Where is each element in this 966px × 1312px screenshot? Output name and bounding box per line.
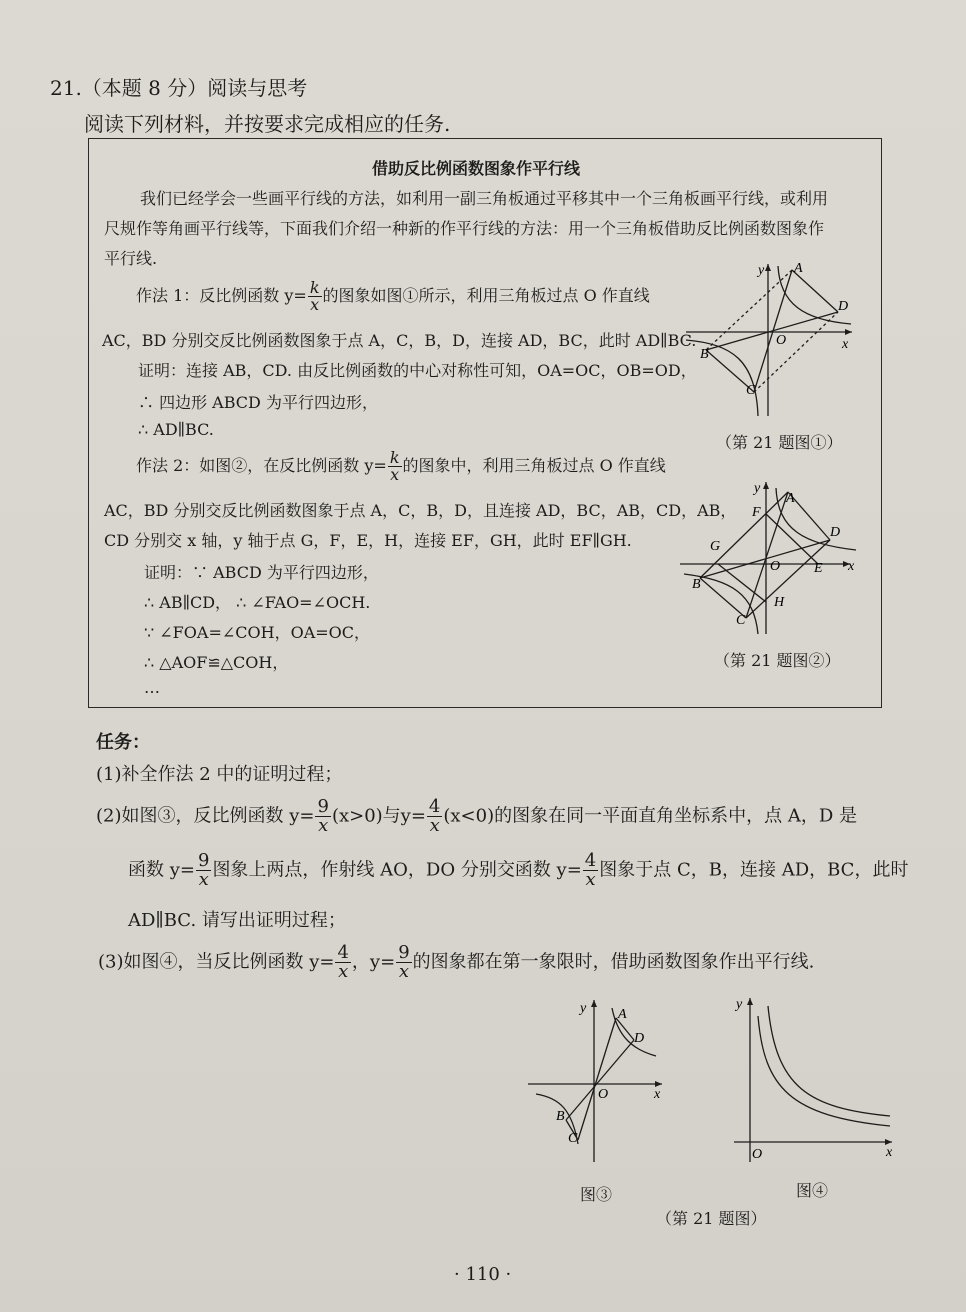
t2-text-f: 图象于点 C，B，连接 AD，BC，此时 — [599, 859, 909, 881]
fig2-caption: （第 21 题图②） — [714, 651, 841, 670]
fig2-label-B: B — [692, 577, 701, 592]
method2-line1 — [136, 450, 666, 483]
fig4-label-O: O — [752, 1147, 763, 1162]
frac-den: x — [390, 465, 400, 484]
t2-text-e: 图象上两点，作射线 AO，DO 分别交函数 y= — [212, 859, 582, 881]
tasks-heading: 任务： — [96, 732, 150, 753]
fig2-label-H: H — [774, 595, 785, 610]
fig3-label-A: A — [618, 1007, 627, 1022]
fraction-4-over-x — [427, 798, 442, 835]
intro-line-1: 我们已经学会一些画平行线的方法，如利用一副三角板通过平移其中一个三角板画平行线，或利用 — [140, 189, 829, 208]
t2-text-d: 函数 y= — [128, 859, 195, 881]
fig2-label-F: F — [752, 505, 761, 520]
frac-den: x — [198, 869, 209, 890]
method2-proof3: ∵ ∠FOA=∠COH，OA=OC， — [144, 623, 371, 642]
question-header: 21.（本题 8 分）阅读与思考 — [50, 76, 308, 100]
method2-proof5: … — [144, 678, 160, 697]
material-title: 借助反比例函数图象作平行线 — [372, 159, 581, 178]
frac-den: x — [338, 961, 349, 982]
fig4-label-y: y — [736, 997, 743, 1012]
fraction-k-over-x — [308, 280, 322, 313]
t3-text-c: 的图象都在第一象限时，借助函数图象作出平行线. — [412, 951, 815, 973]
fig1-caption: （第 21 题图①） — [716, 433, 843, 452]
fig1-label-C: C — [746, 383, 756, 398]
method2-proof2: ∴ AB∥CD， ∴ ∠FAO=∠OCH. — [144, 593, 371, 612]
method1-proof1: 证明：连接 AB，CD. 由反比例函数的中心对称性可知，OA=OC，OB=OD， — [138, 361, 697, 380]
t2-text-a: (2)如图③，反比例函数 y= — [96, 805, 315, 827]
figure-1 — [686, 256, 866, 428]
fig1-label-A: A — [794, 261, 803, 276]
fig2-label-D: D — [830, 525, 841, 540]
task-2-line1 — [96, 798, 857, 835]
method2-line3: CD 分别交 x 轴，y 轴于点 G，F，E，H，连接 EF，GH，此时 EF∥GH. — [104, 531, 632, 550]
method2-line2: AC，BD 分别交反比例函数图象于点 A，C，B，D，且连接 AD，BC，AB，CD，AB， — [104, 501, 737, 520]
fig2-label-E: E — [814, 561, 823, 576]
method1-line2: AC，BD 分别交反比例函数图象于点 A，C，B，D，连接 AD，BC，此时 AD∥BC. — [102, 331, 697, 350]
method1-text-a: 作法 1：反比例函数 y= — [136, 286, 307, 305]
frac-num: k — [309, 278, 320, 297]
fig3-label-D: D — [634, 1031, 645, 1046]
method2-proof1: 证明：∵ ABCD 为平行四边形， — [144, 563, 379, 582]
method1-line1 — [136, 280, 650, 313]
frac-den: x — [310, 295, 320, 314]
fig1-label-x: x — [842, 337, 849, 352]
frac-den: x — [318, 815, 329, 836]
method2-text-a: 作法 2：如图②，在反比例函数 y= — [136, 456, 387, 475]
fig3-label-O: O — [598, 1087, 609, 1102]
frac-den: x — [585, 869, 596, 890]
question-instruction: 阅读下列材料，并按要求完成相应的任务. — [84, 112, 451, 136]
figure-3 — [526, 994, 676, 1166]
t3-text-b: ，y= — [351, 951, 396, 973]
fig2-label-y: y — [754, 481, 761, 496]
fig1-label-B: B — [700, 347, 709, 362]
frac-den: x — [429, 815, 440, 836]
fig3-caption: 图③ — [580, 1185, 613, 1204]
fig3-label-x: x — [654, 1087, 661, 1102]
fraction-9-over-x — [315, 798, 330, 835]
fig2-label-A: A — [786, 491, 795, 506]
task-2-line2 — [128, 852, 908, 889]
intro-line-2: 尺规作等角画平行线等，下面我们介绍一种新的作平行线的方法：用一个三角板借助反比例函数图象作 — [104, 219, 825, 238]
fraction-9-over-x-2 — [196, 852, 211, 889]
frac-num: 4 — [584, 850, 597, 871]
t2-text-b: (x>0)与y= — [331, 805, 426, 827]
figure-4 — [730, 992, 902, 1164]
fig2-label-G: G — [710, 539, 721, 554]
frac-num: 9 — [317, 796, 329, 817]
page-number: · 110 · — [454, 1264, 512, 1285]
frac-den: x — [398, 961, 409, 982]
fig1-label-O: O — [776, 333, 787, 348]
task-2-line3: AD∥BC. 请写出证明过程； — [128, 910, 346, 931]
fraction-4-over-x-2 — [583, 852, 598, 889]
fig2-label-O: O — [770, 559, 781, 574]
fig2-label-C: C — [736, 613, 746, 628]
figure-2 — [680, 478, 870, 638]
frac-num: k — [389, 448, 400, 467]
frac-num: 9 — [398, 942, 410, 963]
fig3-label-y: y — [580, 1001, 587, 1016]
method2-proof4: ∴ △AOF≌△COH， — [144, 653, 289, 672]
frac-num: 4 — [337, 942, 349, 963]
method1-text-b: 的图象如图①所示，利用三角板过点 O 作直线 — [322, 286, 650, 305]
method1-proof2: ∴ 四边形 ABCD 为平行四边形， — [138, 393, 378, 412]
frac-num: 9 — [197, 850, 210, 871]
figures-group-caption: （第 21 题图） — [656, 1209, 767, 1228]
intro-line-3: 平行线. — [104, 249, 158, 268]
fig3-label-C: C — [568, 1131, 578, 1146]
fig4-caption: 图④ — [796, 1181, 829, 1200]
task-1: (1)补全作法 2 中的证明过程； — [96, 764, 343, 785]
frac-num: 4 — [428, 796, 441, 817]
fraction-4-over-x-3 — [335, 944, 350, 981]
fig3-label-B: B — [556, 1109, 565, 1124]
fig4-label-x: x — [886, 1145, 893, 1160]
fig1-label-D: D — [838, 299, 849, 314]
method2-text-b: 的图象中，利用三角板过点 O 作直线 — [402, 456, 666, 475]
method1-proof3: ∴ AD∥BC. — [138, 420, 214, 439]
fig2-label-x: x — [848, 559, 855, 574]
fraction-k-over-x-2 — [388, 450, 402, 483]
t2-text-c: (x<0)的图象在同一平面直角坐标系中，点 A，D 是 — [443, 805, 857, 827]
task-3 — [98, 944, 814, 981]
t3-text-a: (3)如图④，当反比例函数 y= — [98, 951, 335, 973]
fraction-9-over-x-3 — [396, 944, 411, 981]
fig1-label-y: y — [758, 263, 765, 278]
